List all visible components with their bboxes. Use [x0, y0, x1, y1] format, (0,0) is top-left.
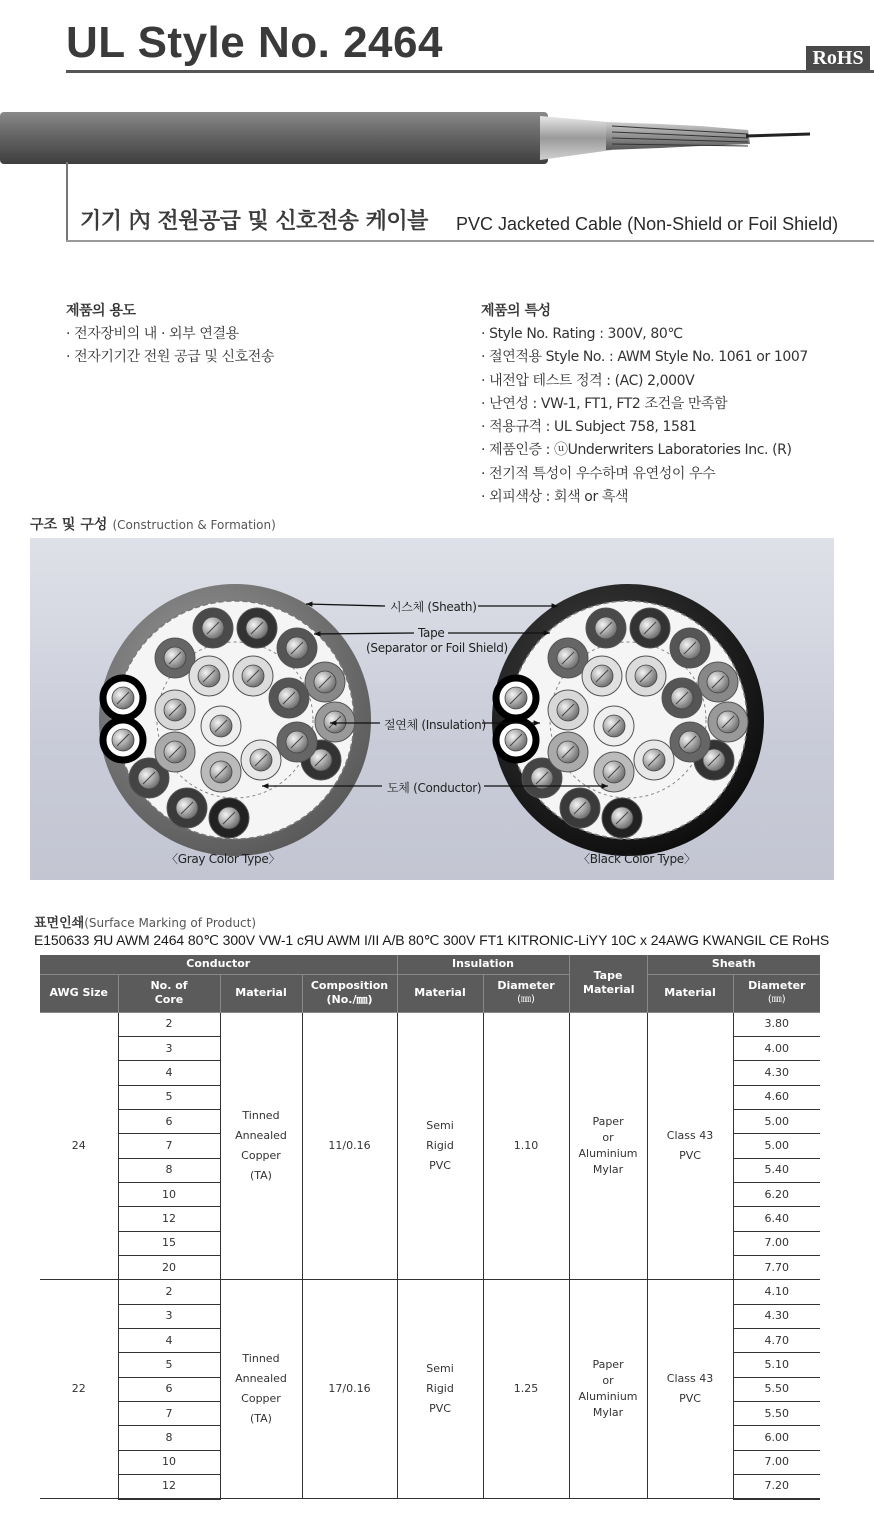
tape-line: Aluminium	[578, 1390, 638, 1404]
header-tape	[569, 955, 647, 1012]
sheath-material-line: Class 43	[666, 1372, 714, 1386]
sheath-diameter-cell: 7.70	[733, 1255, 820, 1279]
cable-drain-wire	[746, 134, 810, 136]
page-title: UL Style No. 2464	[66, 18, 443, 67]
cores-cell: 10	[118, 1182, 220, 1206]
tape-line: Aluminium	[578, 1146, 638, 1160]
feature-item: · 난연성 : VW-1, FT1, FT2 조건을 만족함	[481, 395, 728, 412]
cores-cell: 20	[118, 1255, 220, 1279]
surface-marking-text: E150633 ЯU AWM 2464 80℃ 300V VW-1 cЯU AWM I/II A/B 80℃ 300V FT1 KITRONIC-LiYY 10C x 24AWG KWANGIL CE RoHS	[34, 932, 830, 948]
composition-cell: 11/0.16	[302, 1012, 397, 1280]
col-cond-material: Material	[220, 974, 302, 1012]
sheath-diameter-cell: 4.30	[733, 1304, 820, 1328]
cores-cell: 12	[118, 1475, 220, 1499]
black-type-caption: 〈Black Color Type〉	[578, 852, 696, 866]
col-composition-label: Composition	[310, 979, 389, 992]
usage-item: · 전자장비의 내 · 외부 연결용	[66, 326, 239, 342]
label-tape: Tape	[418, 626, 445, 640]
tape-line: or	[602, 1130, 614, 1144]
subtitle-rule	[66, 240, 874, 242]
cores-cell: 6	[118, 1109, 220, 1133]
col-composition-unit: (No./㎜)	[326, 993, 373, 1006]
cores-cell: 2	[118, 1012, 220, 1036]
ins-material-line: Rigid	[426, 1138, 454, 1152]
col-ins-material: Material	[397, 974, 483, 1012]
sheath-diameter-cell: 7.00	[733, 1231, 820, 1255]
sheath-diameter-cell: 4.00	[733, 1036, 820, 1060]
title-rule	[66, 70, 874, 73]
marking-heading-ko: 표면인쇄	[34, 916, 85, 931]
tape-line: Paper	[592, 1114, 624, 1128]
features-heading: 제품의 특성	[481, 303, 551, 319]
cable-illustration	[0, 96, 874, 176]
sheath-diameter-cell: 5.50	[733, 1402, 820, 1426]
cond-material-line: Copper	[241, 1148, 281, 1162]
cores-cell: 6	[118, 1377, 220, 1401]
usage-heading: 제품의 용도	[66, 303, 136, 319]
cores-cell: 5	[118, 1085, 220, 1109]
ins-material-line: Rigid	[426, 1382, 454, 1396]
marking-heading	[34, 912, 256, 931]
col-sheath-diameter-label: Diameter	[748, 979, 806, 992]
ins-material-line: PVC	[429, 1402, 451, 1416]
feature-item: · 적용규격 : UL Subject 758, 1581	[481, 419, 697, 436]
subtitle-english: PVC Jacketed Cable (Non-Shield or Foil Shield)	[456, 214, 839, 234]
header-tape-label: Tape Material	[583, 969, 635, 997]
sheath-diameter-cell: 5.50	[733, 1377, 820, 1401]
awg-group-24	[40, 1012, 820, 1280]
sheath-diameter-cell: 7.20	[733, 1475, 820, 1499]
header-sheath: Sheath	[647, 955, 820, 974]
marking-heading-en: (Surface Marking of Product)	[84, 916, 257, 930]
cores-cell: 10	[118, 1450, 220, 1474]
ins-material-cell	[397, 1280, 483, 1499]
label-insulation: 절연체 (Insulation)	[384, 718, 486, 732]
cores-cell: 15	[118, 1231, 220, 1255]
subtitle-divider	[66, 162, 68, 242]
subtitle-korean: 기기 內 전원공급 및 신호전송 케이블	[80, 209, 428, 234]
feature-item: · 외피색상 : 회색 or 흑색	[481, 489, 629, 506]
feature-item: · 전기적 특성이 우수하며 유연성이 우수	[481, 465, 716, 482]
col-ins-diameter-label: Diameter	[497, 979, 555, 992]
cond-material-line: Annealed	[235, 1128, 287, 1142]
sheath-diameter-cell: 4.30	[733, 1061, 820, 1085]
col-cores	[118, 974, 220, 1012]
sheath-diameter-cell: 4.10	[733, 1280, 820, 1304]
col-sheath-diameter-unit: (㎜)	[767, 994, 786, 1005]
tape-cell	[569, 1280, 647, 1499]
cond-material-cell	[220, 1280, 302, 1499]
col-awg: AWG Size	[40, 974, 118, 1012]
cores-cell: 4	[118, 1328, 220, 1352]
cond-material-line: Copper	[241, 1392, 281, 1406]
feature-item: · Style No. Rating : 300V, 80℃	[481, 326, 683, 342]
cores-cell: 3	[118, 1036, 220, 1060]
usage-section	[66, 300, 274, 370]
construction-heading	[30, 514, 276, 534]
sheath-diameter-cell: 6.40	[733, 1207, 820, 1231]
sheath-material-line: Class 43	[666, 1128, 714, 1142]
col-ins-diameter-unit: (㎜)	[517, 994, 535, 1005]
feature-item: · 절연적용 Style No. : AWM Style No. 1061 or 1007	[481, 349, 808, 366]
cores-cell: 5	[118, 1353, 220, 1377]
cond-material-line: Tinned	[242, 1352, 280, 1366]
awg-group-22	[40, 1280, 820, 1499]
cores-cell: 4	[118, 1061, 220, 1085]
awg-size-cell: 24	[40, 1012, 118, 1280]
label-sheath: 시스체 (Sheath)	[390, 600, 477, 614]
sheath-diameter-cell: 4.60	[733, 1085, 820, 1109]
table-row	[40, 1012, 820, 1036]
col-composition	[302, 974, 397, 1012]
ins-material-line: Semi	[426, 1362, 454, 1376]
sheath-diameter-cell: 7.00	[733, 1450, 820, 1474]
feature-item: · 제품인증 : ⓤUnderwriters Laboratories Inc. (R)	[481, 442, 792, 459]
table-row	[40, 1280, 820, 1304]
sheath-diameter-cell: 6.00	[733, 1426, 820, 1450]
label-conductor: 도체 (Conductor)	[387, 781, 482, 795]
cores-cell: 7	[118, 1402, 220, 1426]
ins-material-line: Semi	[426, 1118, 454, 1132]
ins-diameter-cell: 1.10	[483, 1012, 569, 1280]
construction-heading-ko: 구조 및 구성	[30, 517, 108, 533]
cores-cell: 8	[118, 1426, 220, 1450]
header-conductor: Conductor	[40, 955, 397, 974]
sheath-diameter-cell: 3.80	[733, 1012, 820, 1036]
cores-cell: 12	[118, 1207, 220, 1231]
spec-table	[40, 955, 820, 1500]
rohs-badge: RoHS	[806, 46, 870, 70]
construction-diagram	[30, 538, 834, 880]
cores-cell: 2	[118, 1280, 220, 1304]
label-tape-sub: (Separator or Foil Shield)	[366, 641, 508, 655]
composition-cell: 17/0.16	[302, 1280, 397, 1499]
tape-line: or	[602, 1374, 614, 1388]
cable-foil-shield	[540, 116, 612, 160]
sheath-material-line: PVC	[679, 1392, 701, 1406]
ins-material-cell	[397, 1012, 483, 1280]
arrow-sheath-left	[306, 604, 385, 606]
sheath-material-line: PVC	[679, 1148, 701, 1162]
features-section	[481, 300, 808, 509]
cores-cell: 8	[118, 1158, 220, 1182]
gray-type-caption: 〈Gray Color Type〉	[166, 852, 281, 866]
usage-item: · 전자기기간 전원 공급 및 신호전송	[66, 349, 275, 366]
ins-diameter-cell: 1.25	[483, 1280, 569, 1499]
col-cores-label: No. of Core	[150, 979, 188, 1006]
feature-item: · 내전압 테스트 정격 : (AC) 2,000V	[481, 372, 695, 389]
cross-section-svg	[30, 538, 834, 880]
tape-line: Mylar	[592, 1162, 624, 1176]
col-sheath-material: Material	[647, 974, 733, 1012]
sheath-diameter-cell: 5.00	[733, 1109, 820, 1133]
col-ins-diameter	[483, 974, 569, 1012]
sheath-material-cell	[647, 1012, 733, 1280]
tape-line: Mylar	[592, 1406, 624, 1420]
col-sheath-diameter	[733, 974, 820, 1012]
sheath-material-cell	[647, 1280, 733, 1499]
sheath-diameter-cell: 4.70	[733, 1328, 820, 1352]
cond-material-cell	[220, 1012, 302, 1280]
cond-material-line: (TA)	[250, 1168, 272, 1182]
construction-heading-en: (Construction & Formation)	[112, 518, 276, 532]
sheath-diameter-cell: 6.20	[733, 1182, 820, 1206]
cable-jacket	[0, 112, 548, 164]
sheath-diameter-cell: 5.40	[733, 1158, 820, 1182]
sheath-diameter-cell: 5.00	[733, 1134, 820, 1158]
sheath-diameter-cell: 5.10	[733, 1353, 820, 1377]
cond-material-line: Annealed	[235, 1372, 287, 1386]
cond-material-line: (TA)	[250, 1412, 272, 1426]
ins-material-line: PVC	[429, 1158, 451, 1172]
cores-cell: 7	[118, 1134, 220, 1158]
awg-size-cell: 22	[40, 1280, 118, 1499]
tape-cell	[569, 1012, 647, 1280]
cond-material-line: Tinned	[242, 1108, 280, 1122]
tape-line: Paper	[592, 1358, 624, 1372]
cores-cell: 3	[118, 1304, 220, 1328]
header-insulation: Insulation	[397, 955, 569, 974]
